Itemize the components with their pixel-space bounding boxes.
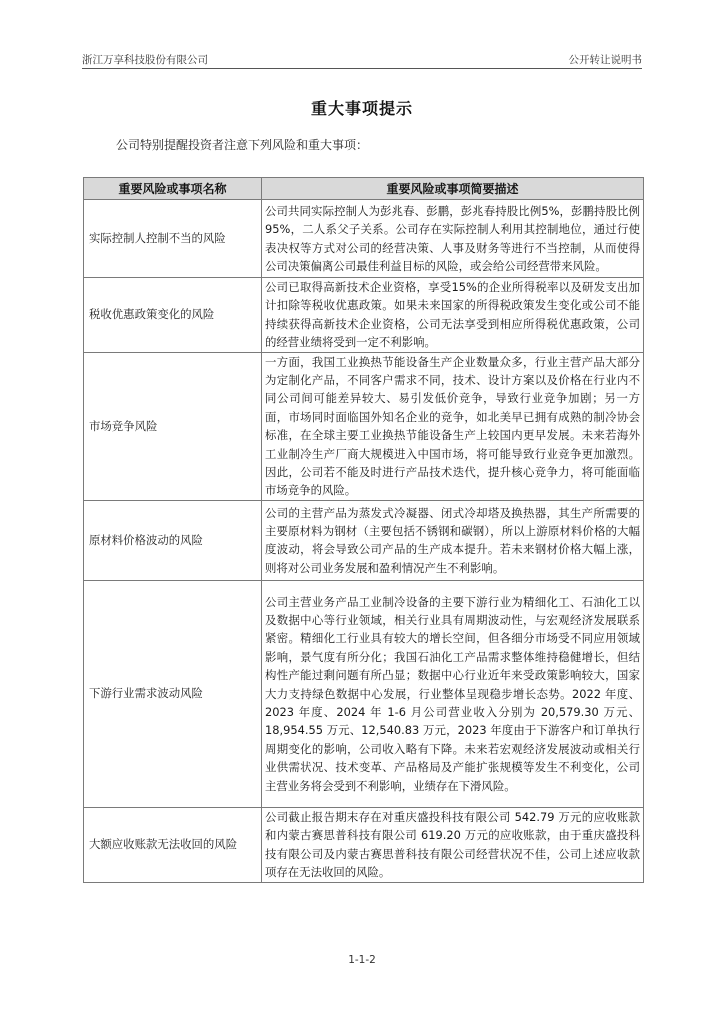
- risk-description-cell: 公司共同实际控制人为彭兆春、彭鹏，彭兆春持股比例5%，彭鹏持股比例95%，二人系父子关系。公司存在实际控制人利用其控制地位，通过行使表决权等方式对公司的经营决策、人事及财务等进行不当控制，从而使得公司决策偏离公司最佳利益目标的风险，或会给公司经营带来风险。: [262, 200, 644, 278]
- table-row: [84, 352, 644, 500]
- risk-description-cell: 公司的主营产品为蒸发式冷凝器、闭式冷却塔及换热器，其生产所需要的主要原材料为钢材（主要包括不锈钢和碳钢），所以上游原材料价格的大幅度波动，将会导致公司产品的生产成本提升。若未来钢材价格大幅上涨，则将对公司业务发展和盈利情况产生不利影响。: [262, 500, 644, 580]
- column-header-name: 重要风险或事项名称: [84, 178, 262, 200]
- table-header-row: [84, 178, 644, 200]
- risk-name-cell: 大额应收账款无法收回的风险: [84, 807, 262, 882]
- risk-name-cell: 市场竞争风险: [84, 352, 262, 500]
- table-row: [84, 278, 644, 353]
- page-title: 重大事项提示: [310, 99, 413, 118]
- risk-name-cell: 下游行业需求波动风险: [84, 580, 262, 807]
- risk-description-cell: 一方面，我国工业换热节能设备生产企业数量众多，行业主营产品大部分为定制化产品，不同客户需求不同，技术、设计方案以及价格在行业内不同公司间可能差异较大、易引发低价竞争，导致行业竞争加剧；另一方面，市场同时面临国外知名企业的竞争，如北美早已拥有成熟的制冷协会标准，在全球主要工业换热节能设备生产上较国内更早发展。未来若海外工业制冷生产厂商大规模进入中国市场，将可能导致行业竞争更加激烈。因此，公司若不能及时进行产品技术迭代，提升核心竞争力，将可能面临市场竞争的风险。: [262, 352, 644, 500]
- header-document-type: 公开转让说明书: [568, 54, 642, 66]
- risk-table: [83, 177, 644, 883]
- page-number: 1-1-2: [348, 954, 376, 966]
- intro-text: 公司特别提醒投资者注意下列风险和重大事项：: [116, 138, 369, 152]
- header-divider: [82, 68, 642, 69]
- table-row: [84, 807, 644, 882]
- page-header: [82, 52, 642, 68]
- header-company-name: 浙江万享科技股份有限公司: [82, 54, 208, 66]
- risk-name-cell: 税收优惠政策变化的风险: [84, 278, 262, 353]
- table-row: [84, 580, 644, 807]
- risk-name-cell: 原材料价格波动的风险: [84, 500, 262, 580]
- table-row: [84, 200, 644, 278]
- column-header-description: 重要风险或事项简要描述: [262, 178, 644, 200]
- risk-description-cell: 公司截止报告期末存在对重庆盛投科技有限公司 542.79 万元的应收账款和内蒙古赛思普科技有限公司 619.20 万元的应收账款，由于重庆盛投科技有限公司及内蒙古赛思普科技有限公司经营状况不佳，公司上述应收款项存在无法收回的风险。: [262, 807, 644, 882]
- table-row: [84, 500, 644, 580]
- risk-description-cell: 公司主营业务产品工业制冷设备的主要下游行业为精细化工、石油化工以及数据中心等行业领域，相关行业具有周期波动性，与宏观经济发展联系紧密。精细化工行业具有较大的增长空间，但各细分市场受不同应用领域影响，景气度有所分化；我国石油化工产品需求整体维持稳健增长，但结构性产能过剩问题有所凸显；数据中心行业近年来受政策影响较大，国家大力支持绿色数据中心发展，行业整体呈现稳步增长态势。2022 年度、2023 年度、2024 年 1-6 月公司营业收入分别为 20,579.30 万元、18,954.55 万元、12,540.83 万元，2023 年度由于下游客户和订单执行周期变化的影响，公司收入略有下降。未来若宏观经济发展波动或相关行业供需状况、技术变革、产品格局及产能扩张规模等发生不利变化，公司主营业务将会受到不利影响，业绩存在下滑风险。: [262, 580, 644, 807]
- risk-name-cell: 实际控制人控制不当的风险: [84, 200, 262, 278]
- risk-description-cell: 公司已取得高新技术企业资格，享受15%的企业所得税率以及研发支出加计扣除等税收优惠政策。如果未来国家的所得税政策发生变化或公司不能持续获得高新技术企业资格，公司无法享受到相应所得税优惠政策，公司的经营业绩将受到一定不利影响。: [262, 278, 644, 353]
